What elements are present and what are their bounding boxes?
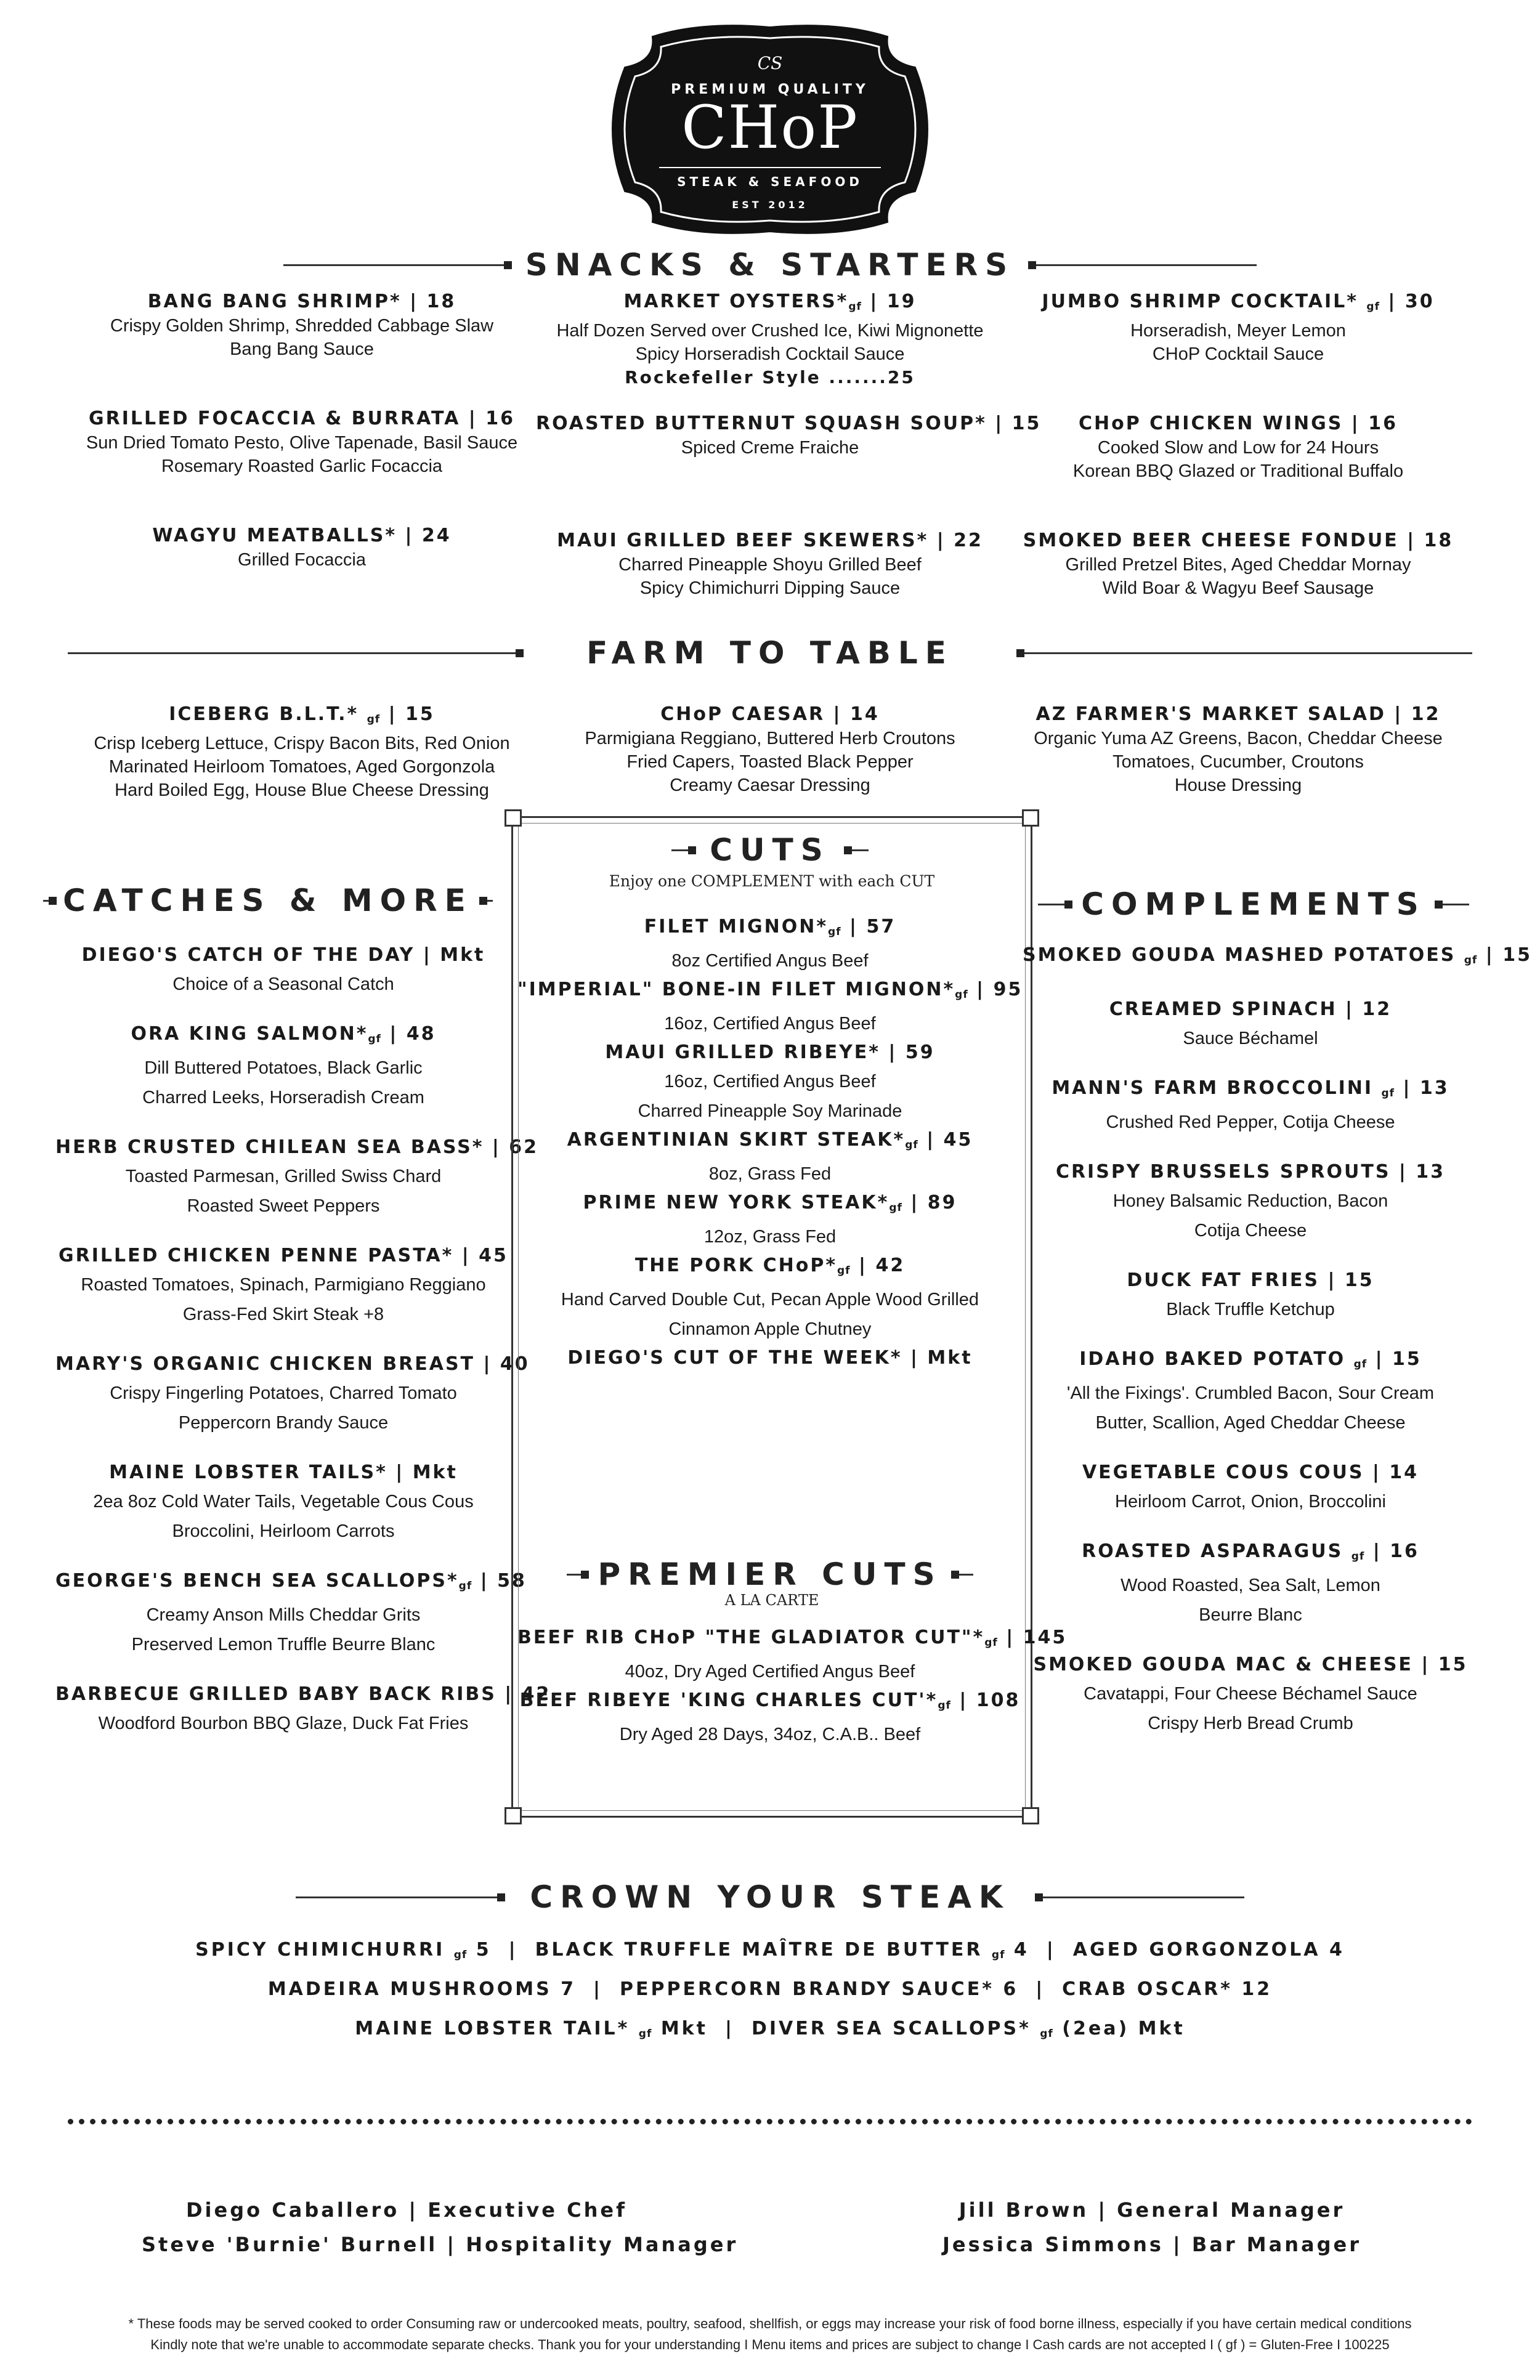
staff-left xyxy=(142,2193,739,2262)
logo-flourish: CS xyxy=(757,53,783,73)
complements-heading xyxy=(1038,886,1469,923)
farm-col-3 xyxy=(1004,702,1472,797)
menu-item: SMOKED GOUDA MASHED POTATOES gf | 15 xyxy=(1023,944,1532,966)
menu-item: ARGENTINIAN SKIRT STEAK*gf | 45 8oz, Grass Fed xyxy=(567,1129,973,1184)
premier-heading xyxy=(567,1556,973,1593)
menu-item: BANG BANG SHRIMP* | 18 Crispy Golden Shrimp, Shredded Cabbage Slaw Bang Bang Sauce xyxy=(110,291,494,359)
premier-title: PREMIER CUTS xyxy=(598,1556,942,1592)
gluten-free-badge: gf xyxy=(1464,954,1478,966)
gluten-free-badge: gf xyxy=(938,1699,951,1712)
logo-top-line: PREMIUM QUALITY xyxy=(671,82,869,97)
staff-line: Jessica Simmons | Bar Manager xyxy=(942,2233,1361,2256)
menu-item: BEEF RIB CHoP "THE GLADIATOR CUT"*gf | 145 40oz, Dry Aged Certified Angus Beef xyxy=(517,1627,1068,1682)
gluten-free-badge: gf xyxy=(368,1033,381,1045)
logo-name: CHoP xyxy=(681,93,859,162)
premier-list xyxy=(517,1624,1068,1749)
addon-item: BLACK TRUFFLE MAÎTRE DE BUTTER gf 4 xyxy=(535,1939,1029,1961)
logo-est: EST 2012 xyxy=(732,199,808,211)
crown-row-2: MADEIRA MUSHROOMS 7 | PEPPERCORN BRANDY SAUCE* 6 | CRAB OSCAR* 12 xyxy=(267,1978,1273,2000)
gluten-free-badge: gf xyxy=(837,1265,851,1277)
menu-item: MAUI GRILLED RIBEYE* | 59 16oz, Certified Angus Beef Charred Pineapple Soy Marinade xyxy=(605,1042,935,1121)
menu-item: DIEGO'S CATCH OF THE DAY | Mkt Choice of a Seasonal Catch xyxy=(81,944,485,994)
snacks-heading xyxy=(283,246,1257,283)
addon-item: MAINE LOBSTER TAIL* gf Mkt xyxy=(355,2018,708,2040)
menu-item: CREAMED SPINACH | 12 Sauce Béchamel xyxy=(1109,998,1392,1048)
menu-item: GRILLED CHICKEN PENNE PASTA* | 45 Roasted Tomatoes, Spinach, Parmigiano Reggiano Grass-Fed Skirt Steak +8 xyxy=(59,1245,508,1324)
menu-item: BARBECUE GRILLED BABY BACK RIBS | 42 Woodford Bourbon BBQ Glaze, Duck Fat Fries xyxy=(55,1683,551,1733)
gluten-free-badge: gf xyxy=(1353,1358,1368,1370)
addon-item: AGED GORGONZOLA 4 xyxy=(1072,1939,1345,1961)
menu-item: ICEBERG B.L.T.* gf | 15 Crisp Iceberg Lettuce, Crispy Bacon Bits, Red Onion Marinated Heirloom Tomatoes, Aged Gorgonzola Hard Boiled Egg, House Blue Cheese Dressing xyxy=(94,703,510,800)
snacks-title: SNACKS & STARTERS xyxy=(525,247,1015,283)
menu-item: PRIME NEW YORK STEAK*gf | 89 12oz, Grass Fed xyxy=(583,1192,957,1247)
corner-ornament xyxy=(505,1807,522,1824)
farm-col-1 xyxy=(68,702,536,802)
corner-ornament xyxy=(1022,1807,1039,1824)
menu-item: JUMBO SHRIMP COCKTAIL* gf | 30 Horseradish, Meyer Lemon CHoP Cocktail Sauce xyxy=(1042,291,1435,364)
snacks-col-1 xyxy=(74,289,530,572)
menu-item: IDAHO BAKED POTATO gf | 15 'All the Fixings'. Crumbled Bacon, Sour Cream Butter, Scallion, Aged Cheddar Cheese xyxy=(1066,1348,1435,1433)
crown-title: CROWN YOUR STEAK xyxy=(530,1879,1010,1915)
logo-tagline: STEAK & SEAFOOD xyxy=(677,174,863,189)
cuts-note: Enjoy one COMPLEMENT with each CUT xyxy=(609,872,935,890)
gluten-free-badge: gf xyxy=(1381,1087,1395,1099)
footnote-line-2: Kindly note that we're unable to accommodate separate checks. Thank you for your understanding I Menu items and prices are subject to change I Cash cards are not accepted I ( gf ) = Gluten-Free I 100225 xyxy=(150,2337,1390,2352)
cuts-list xyxy=(517,913,1023,1372)
staff-line: Jill Brown | General Manager xyxy=(958,2198,1345,2222)
menu-item: "IMPERIAL" BONE-IN FILET MIGNON*gf | 95 16oz, Certified Angus Beef xyxy=(517,979,1023,1034)
addon-item: MADEIRA MUSHROOMS 7 xyxy=(267,1978,577,2000)
gluten-free-badge: gf xyxy=(1351,1550,1365,1563)
dotted-divider xyxy=(68,2119,1472,2124)
premier-sub: A LA CARTE xyxy=(724,1592,819,1609)
staff-line: Steve 'Burnie' Burnell | Hospitality Manager xyxy=(142,2233,739,2256)
menu-item: MARKET OYSTERS*gf | 19 Half Dozen Served over Crushed Ice, Kiwi Mignonette Spicy Horseradish Cocktail Sauce Rockefeller Style .......25 xyxy=(556,291,984,387)
catches-list xyxy=(55,941,551,1759)
menu-item: ORA KING SALMON*gf | 48 Dill Buttered Potatoes, Black Garlic Charred Leeks, Horseradish Cream xyxy=(131,1023,436,1107)
snacks-col-2 xyxy=(536,289,1042,600)
crown-heading xyxy=(296,1879,1244,1916)
menu-item: ROASTED ASPARAGUS gf | 16 Wood Roasted, Sea Salt, Lemon Beurre Blanc xyxy=(1082,1540,1419,1625)
menu-item: CRISPY BRUSSELS SPROUTS | 13 Honey Balsamic Reduction, Bacon Cotija Cheese xyxy=(1055,1161,1446,1241)
staff-right xyxy=(887,2193,1417,2262)
menu-item: VEGETABLE COUS COUS | 14 Heirloom Carrot, Onion, Broccolini xyxy=(1082,1462,1419,1512)
addon-item: SPICY CHIMICHURRI gf 5 xyxy=(195,1939,492,1961)
crown-row-3: MAINE LOBSTER TAIL* gf Mkt | DIVER SEA SCALLOPS* gf (2ea) Mkt xyxy=(355,2018,1185,2040)
gluten-free-badge: gf xyxy=(828,926,841,938)
catches-title: CATCHES & MORE xyxy=(63,883,473,918)
farm-title: FARM TO TABLE xyxy=(586,635,954,671)
staff-line: Diego Caballero | Executive Chef xyxy=(185,2198,628,2222)
menu-item: BEEF RIBEYE 'KING CHARLES CUT'*gf | 108 Dry Aged 28 Days, 34oz, C.A.B.. Beef xyxy=(519,1690,1021,1744)
gluten-free-badge: gf xyxy=(367,713,381,726)
gluten-free-badge: gf xyxy=(889,1202,902,1214)
menu-item: MANN'S FARM BROCCOLINI gf | 13 Crushed Red Pepper, Cotija Cheese xyxy=(1052,1077,1449,1132)
menu-item: MAUI GRILLED BEEF SKEWERS* | 22 Charred Pineapple Shoyu Grilled Beef Spicy Chimichurri Dipping Sauce xyxy=(557,530,983,598)
menu-item: CHoP CHICKEN WINGS | 16 Cooked Slow and Low for 24 Hours Korean BBQ Glazed or Traditional Buffalo xyxy=(1072,413,1404,481)
menu-item: HERB CRUSTED CHILEAN SEA BASS* | 62 Toasted Parmesan, Grilled Swiss Chard Roasted Sweet Peppers xyxy=(55,1136,539,1216)
gluten-free-badge: gf xyxy=(458,1580,472,1592)
gluten-free-badge: gf xyxy=(848,301,862,313)
menu-item: DUCK FAT FRIES | 15 Black Truffle Ketchup xyxy=(1127,1269,1374,1319)
corner-ornament xyxy=(1022,809,1039,827)
footnote-line-1: * These foods may be served cooked to order Consuming raw or undercooked meats, poultry, seafood, shellfish, or eggs may increase your risk of food borne illness, especially if you have certain medical conditions xyxy=(128,2316,1412,2331)
gluten-free-badge: gf xyxy=(955,989,968,1001)
gluten-free-badge: gf xyxy=(984,1637,998,1649)
chop-logo xyxy=(594,25,946,234)
addon-item: DIVER SEA SCALLOPS* gf (2ea) Mkt xyxy=(751,2018,1185,2040)
menu-item: ROASTED BUTTERNUT SQUASH SOUP* | 15 Spiced Creme Fraiche xyxy=(536,413,1042,458)
menu-item: CHoP CAESAR | 14 Parmigiana Reggiano, Buttered Herb Croutons Fried Capers, Toasted Black Pepper Creamy Caesar Dressing xyxy=(585,703,955,795)
cuts-title: CUTS xyxy=(710,832,830,868)
catches-heading xyxy=(43,882,493,919)
complements-list xyxy=(1023,941,1532,1759)
menu-item: GEORGE'S BENCH SEA SCALLOPS*gf | 58 Creamy Anson Mills Cheddar Grits Preserved Lemon Truffle Beurre Blanc xyxy=(55,1570,527,1654)
crown-row-1: SPICY CHIMICHURRI gf 5 | BLACK TRUFFLE MAÎTRE DE BUTTER gf 4 | AGED GORGONZOLA 4 xyxy=(195,1939,1345,1961)
menu-item: DIEGO'S CUT OF THE WEEK* | Mkt xyxy=(567,1347,973,1369)
cuts-heading xyxy=(671,832,869,868)
menu-item: SMOKED GOUDA MAC & CHEESE | 15 Cavatappi, Four Cheese Béchamel Sauce Crispy Herb Bread Crumb xyxy=(1033,1654,1468,1733)
addon-item: CRAB OSCAR* 12 xyxy=(1062,1978,1273,2000)
menu-item: THE PORK CHoP*gf | 42 Hand Carved Double Cut, Pecan Apple Wood Grilled Cinnamon Apple Chutney xyxy=(561,1255,979,1339)
menu-item: FILET MIGNON*gf | 57 8oz Certified Angus Beef xyxy=(644,916,896,971)
menu-item: MARY'S ORGANIC CHICKEN BREAST | 40 Crispy Fingerling Potatoes, Charred Tomato Peppercorn Brandy Sauce xyxy=(55,1353,530,1433)
snacks-col-3 xyxy=(1010,289,1466,600)
complements-title: COMPLEMENTS xyxy=(1081,886,1426,922)
corner-ornament xyxy=(505,809,522,827)
menu-item: SMOKED BEER CHEESE FONDUE | 18 Grilled Pretzel Bites, Aged Cheddar Mornay Wild Boar & Wagyu Beef Sausage xyxy=(1023,530,1454,598)
farm-heading xyxy=(68,634,1472,671)
menu-item: WAGYU MEATBALLS* | 24 Grilled Focaccia xyxy=(152,525,452,570)
addon-item: PEPPERCORN BRANDY SAUCE* 6 xyxy=(620,1978,1019,2000)
gluten-free-badge: gf xyxy=(905,1139,918,1151)
menu-item: MAINE LOBSTER TAILS* | Mkt 2ea 8oz Cold Water Tails, Vegetable Cous Cous Broccolini, Heirloom Carrots xyxy=(93,1462,474,1541)
farm-col-2 xyxy=(536,702,1004,797)
gluten-free-badge: gf xyxy=(1366,301,1380,313)
menu-item: GRILLED FOCACCIA & BURRATA | 16 Sun Dried Tomato Pesto, Olive Tapenade, Basil Sauce Rosemary Roasted Garlic Focaccia xyxy=(86,408,518,476)
menu-item: AZ FARMER'S MARKET SALAD | 12 Organic Yuma AZ Greens, Bacon, Cheddar Cheese Tomatoes, Cucumber, Croutons House Dressing xyxy=(1034,703,1443,795)
